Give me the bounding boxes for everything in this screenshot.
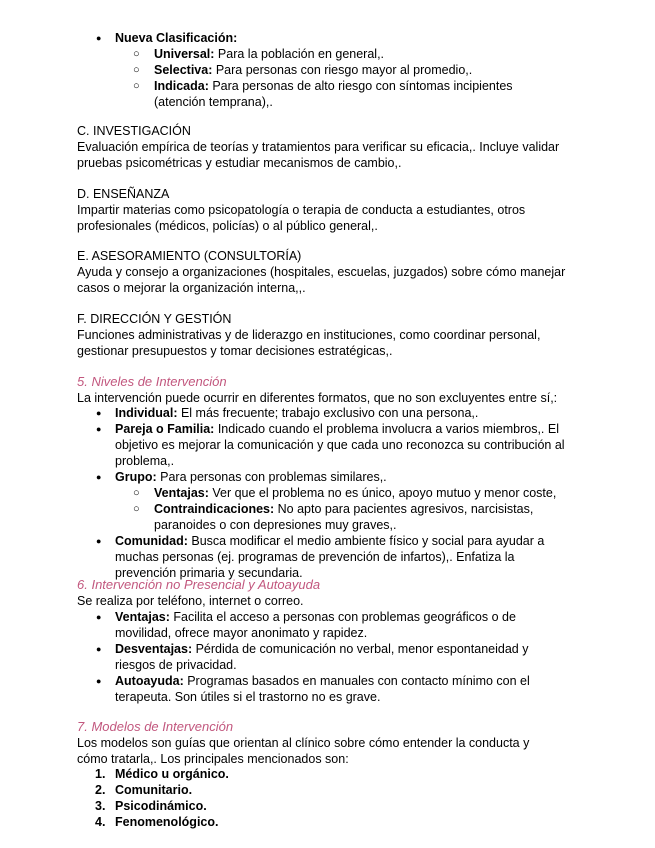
modelos-intro: Los modelos son guías que orientan al clínico sobre cómo entender la conducta y cómo tratarla,. Los principales mencionados son: (77, 736, 530, 766)
section-heading: C. INVESTIGACIÓN (77, 124, 191, 138)
classification-title: Nueva Clasificación: (115, 31, 238, 45)
list-item: ○ Contraindicaciones: No apto para pacientes agresivos, narcisistas, paranoides o con depresiones muy graves,. (77, 501, 567, 533)
classification-list (77, 30, 577, 110)
list-item: ○ Indicada: Para personas de alto riesgo con síntomas incipientes (atención temprana),. (77, 78, 544, 110)
list-item: ● Comunidad: Busca modificar el medio ambiente físico y social para ayudar a muchas personas (ej. programas de prevención de infartos),. Enfatiza la prevención primaria y secundaria. (77, 533, 567, 581)
section-body: Funciones administrativas y de liderazgo en instituciones, como coordinar personal, gestionar presupuestos y tomar decisiones estratégicas,. (77, 328, 541, 358)
list-item (77, 30, 577, 110)
section-heading: D. ENSEÑANZA (77, 187, 170, 201)
section-heading: F. DIRECCIÓN Y GESTIÓN (77, 312, 232, 326)
niveles-intro: La intervención puede ocurrir en diferentes formatos, que no son excluyentes entre sí,: (77, 391, 558, 405)
no-presencial-intro: Se realiza por teléfono, internet o correo. (77, 594, 304, 608)
section-body: Evaluación empírica de teorías y tratamientos para verificar su eficacia,. Incluye validar pruebas psicométricas y estudiar mecanismos de cambio,. (77, 140, 560, 170)
list-item: ○ Universal: Para la población en general,. (77, 46, 577, 62)
list-item: ● Individual: El más frecuente; trabajo exclusivo con una persona,. (77, 405, 567, 421)
list-item: 1. Médico u orgánico. (95, 767, 229, 781)
list-item: 4. Fenomenológico. (95, 815, 219, 829)
modelos-heading: 7. Modelos de Intervención (77, 719, 234, 734)
modelos-list (77, 766, 577, 830)
section-body: Ayuda y consejo a organizaciones (hospitales, escuelas, juzgados) sobre cómo manejar casos o mejorar la organización interna,,. (77, 265, 566, 295)
list-item: 2. Comunitario. (95, 783, 193, 797)
list-item: ● Autoayuda: Programas basados en manuales con contacto mínimo con el terapeuta. Son útiles si el trastorno no es grave. (77, 673, 567, 705)
list-item: ● Ventajas: Facilita el acceso a personas con problemas geográficos o de movilidad, ofrece mayor anonimato y rapidez. (77, 609, 567, 641)
list-item: ○ Selectiva: Para personas con riesgo mayor al promedio,. (77, 62, 577, 78)
list-item: 3. Psicodinámico. (95, 799, 207, 813)
list-item: ● Desventajas: Pérdida de comunicación no verbal, menor espontaneidad y riesgos de privacidad. (77, 641, 567, 673)
list-item: ○ Ventajas: Ver que el problema no es único, apoyo mutuo y menor coste, (77, 485, 567, 501)
list-item: ● Grupo: Para personas con problemas similares,. ○ Ventajas: Ver que el problema no es único, apoyo mutuo y menor coste, ○ Contraindicaciones: No apto para pacientes agresivos, narcisistas, paranoides o con depresiones muy graves,. (77, 469, 567, 533)
section-heading: E. ASESORAMIENTO (CONSULTORÍA) (77, 249, 302, 263)
list-item: ● Pareja o Familia: Indicado cuando el problema involucra a varios miembros,. El objetivo es mejorar la comunicación y que cada uno reconozca su contribución al problema,. (77, 421, 567, 469)
no-presencial-list (77, 609, 567, 705)
section-body: Impartir materias como psicopatología o terapia de conducta a estudiantes, otros profesionales (médicos, policías) o al público general,. (77, 203, 526, 233)
niveles-heading: 5. Niveles de Intervención (77, 374, 227, 389)
no-presencial-heading: 6. Intervención no Presencial y Autoayuda (77, 577, 321, 592)
niveles-list (77, 405, 567, 581)
